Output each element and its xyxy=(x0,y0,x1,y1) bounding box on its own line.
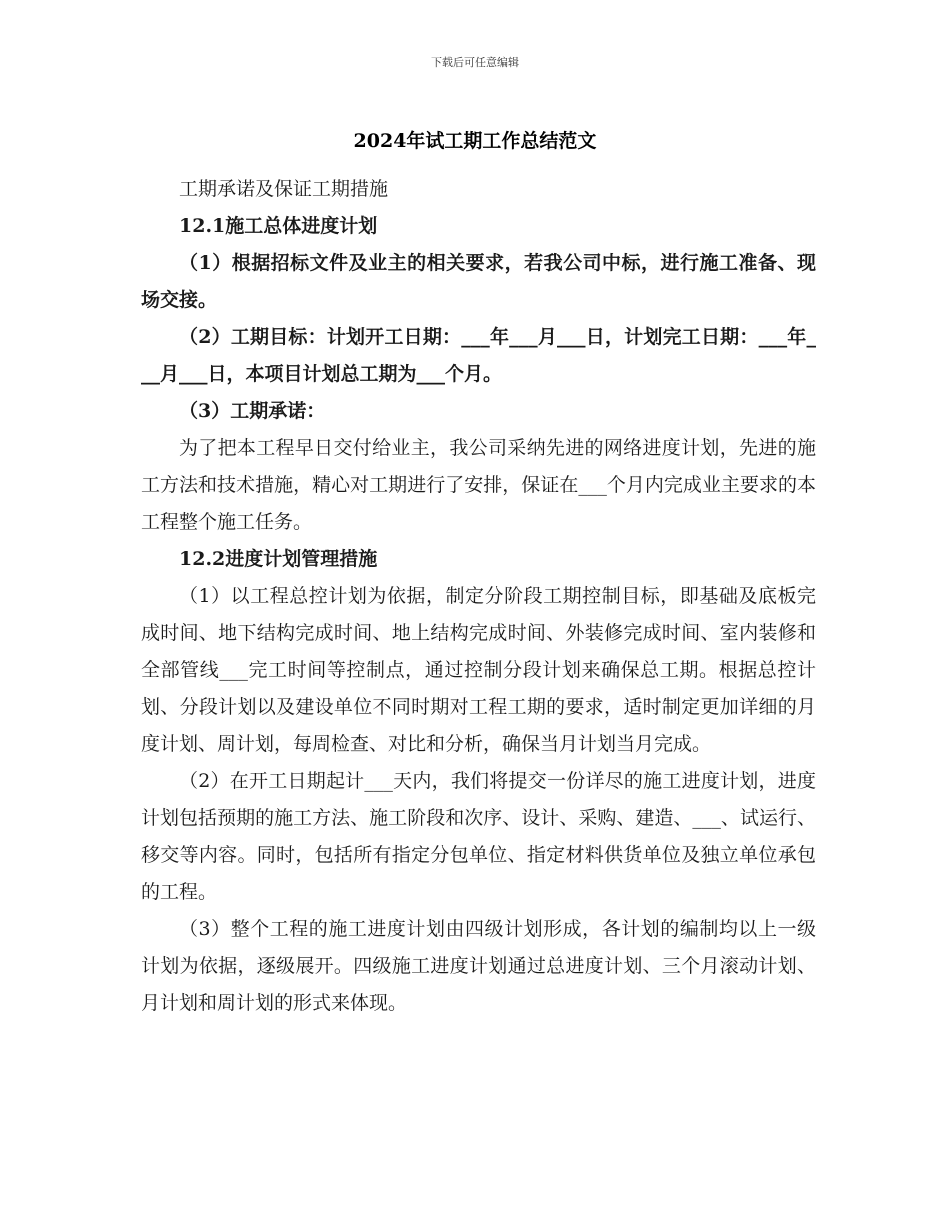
section-2-item-1: （1）以工程总控计划为依据，制定分阶段工期控制目标，即基础及底板完成时间、地下结构完成时间、地上结构完成时间、外装修完成时间、室内装修和全部管线___完工时间等控制点，通过控制分段计划来确保总工期。根据总控计划、分段计划以及建设单位不同时期对工程工期的要求，适时制定更加详细的月度计划、周计划，每周检查、对比和分析，确保当月计划当月完成。 xyxy=(141,585,816,755)
section-2-item-3: （3）整个工程的施工进度计划由四级计划形成，各计划的编制均以上一级计划为依据，逐级展开。四级施工进度计划通过总进度计划、三个月滚动计划、月计划和周计划的形式来体现。 xyxy=(141,918,816,1014)
section-1-item-1: （1）根据招标文件及业主的相关要求，若我公司中标，进行施工准备、现场交接。 xyxy=(141,252,816,311)
section-2-item-2: （2）在开工日期起计___天内，我们将提交一份详尽的施工进度计划，进度计划包括预期的施工方法、施工阶段和次序、设计、采购、建造、___、试运行、移交等内容。同时，包括所有指定分包单位、指定材料供货单位及独立单位承包的工程。 xyxy=(141,770,816,903)
section-2-heading: 12.2进度计划管理措施 xyxy=(179,548,378,570)
document-title: 2024年试工期工作总结范文 xyxy=(353,130,597,152)
section-1-heading: 12.1施工总体进度计划 xyxy=(179,215,378,237)
section-1-item-3: （3）工期承诺： xyxy=(179,400,326,422)
section-1-paragraph: 为了把本工程早日交付给业主，我公司采纳先进的网络进度计划，先进的施工方法和技术措施，精心对工期进行了安排，保证在___个月内完成业主要求的本工程整个施工任务。 xyxy=(141,437,816,533)
document-body xyxy=(141,171,816,1022)
section-1-item-2: （2）工期目标：计划开工日期：___年___月___日，计划完工日期：___年___月___日，本项目计划总工期为___个月。 xyxy=(141,326,816,385)
subtitle: 工期承诺及保证工期措施 xyxy=(179,178,389,200)
header-note: 下载后可任意编辑 xyxy=(431,56,519,69)
